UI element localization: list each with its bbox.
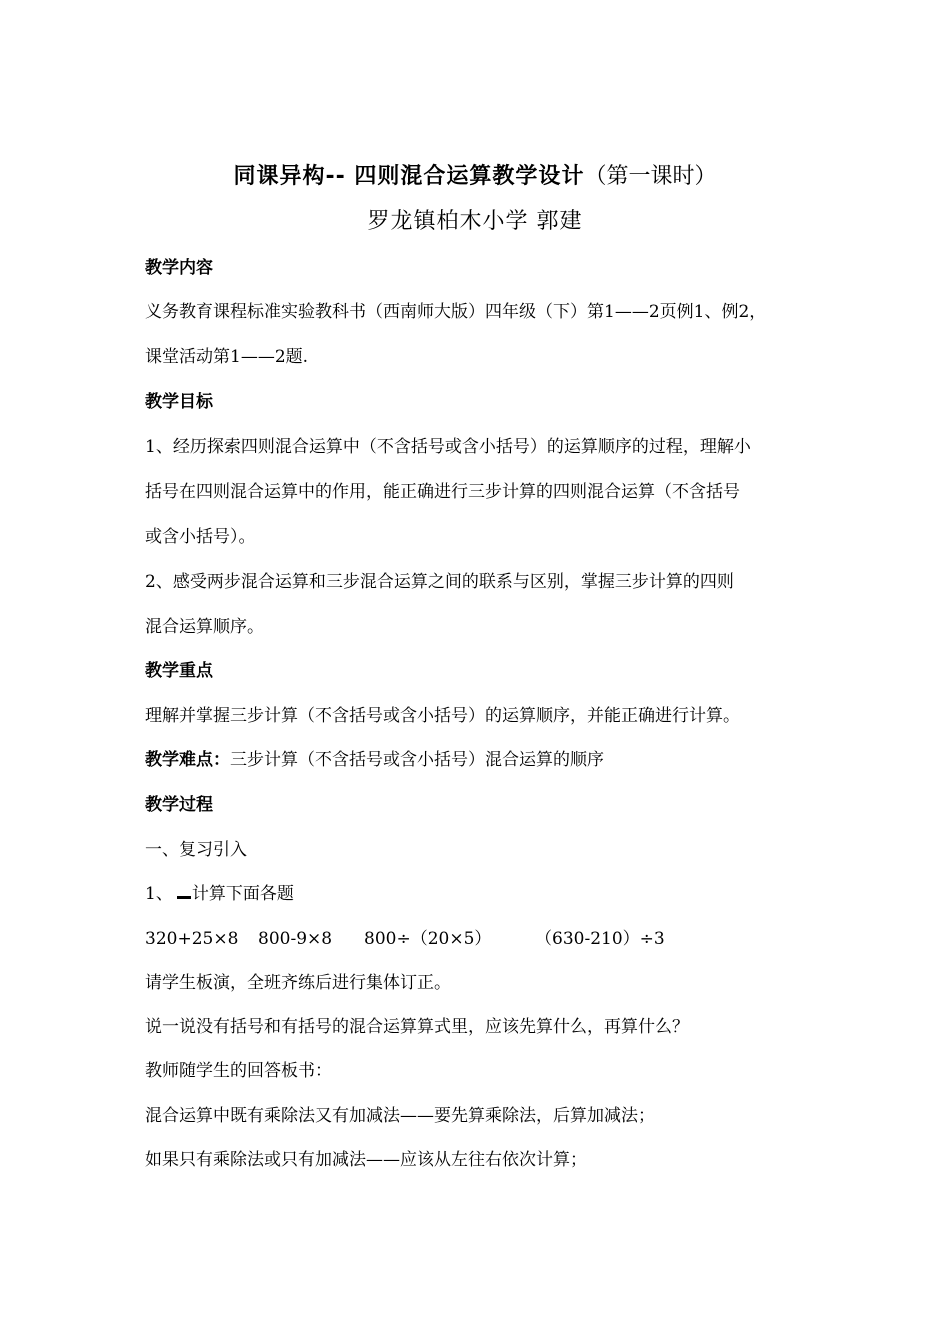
- title-main: 同课异构-- 四则混合运算教学设计: [233, 164, 585, 189]
- expression-4: （630-210）÷3: [535, 929, 665, 949]
- item-1-text: 计算下面各题: [191, 884, 294, 904]
- content-text-line-1: 义务教育课程标准实验教科书（西南师大版）四年级（下）第1——2页例1、例2，: [145, 302, 767, 322]
- expression-1: 320+25×8: [145, 929, 239, 949]
- content-text-line-2: 课堂活动第1——2题.: [145, 347, 309, 367]
- expression-3: 800÷（20×5）: [364, 929, 492, 949]
- underline-mark-icon: [177, 890, 191, 899]
- expressions-line: [145, 926, 815, 952]
- item-1-line: [145, 881, 815, 907]
- document-title: [0, 162, 950, 192]
- heading-key-points: 教学重点: [145, 661, 213, 681]
- goal-2-line-2: 混合运算顺序。: [145, 617, 264, 637]
- goal-2-line-1: 2、感受两步混合运算和三步混合运算之间的联系与区别，掌握三步计算的四则: [145, 572, 734, 592]
- goal-1-line-1: 1、经历探索四则混合运算中（不含括号或含小括号）的运算顺序的过程，理解小: [145, 437, 751, 457]
- step-1-review: 一、复习引入: [145, 840, 247, 860]
- discussion-question: 说一说没有括号和有括号的混合运算算式里，应该先算什么，再算什么？: [145, 1017, 689, 1037]
- item-1-prefix: 1、: [145, 884, 173, 904]
- difficulty-text: 三步计算（不含括号或含小括号）混合运算的顺序: [230, 750, 604, 770]
- rule-1: 混合运算中既有乘除法又有加减法——要先算乘除法，后算加减法；: [145, 1106, 655, 1126]
- difficulty-label: 教学难点：: [145, 750, 230, 770]
- expression-2: 800-9×8: [258, 929, 333, 949]
- difficulty-line: [145, 747, 815, 773]
- heading-goals: 教学目标: [145, 392, 213, 412]
- title-subtitle: （第一课时）: [584, 164, 717, 189]
- heading-process: 教学过程: [145, 795, 213, 815]
- rule-2: 如果只有乘除法或只有加减法——应该从左往右依次计算；: [145, 1150, 587, 1170]
- goal-1-line-2: 括号在四则混合运算中的作用，能正确进行三步计算的四则混合运算（不含括号: [145, 482, 740, 502]
- author-line: 罗龙镇柏木小学 郭建: [367, 209, 583, 234]
- goal-1-line-3: 或含小括号）。: [145, 527, 256, 547]
- heading-content: 教学内容: [145, 258, 213, 278]
- board-instruction: 请学生板演，全班齐练后进行集体订正。: [145, 973, 451, 993]
- key-points-text: 理解并掌握三步计算（不含括号或含小括号）的运算顺序，并能正确进行计算。: [145, 706, 740, 726]
- teacher-note: 教师随学生的回答板书：: [145, 1061, 332, 1081]
